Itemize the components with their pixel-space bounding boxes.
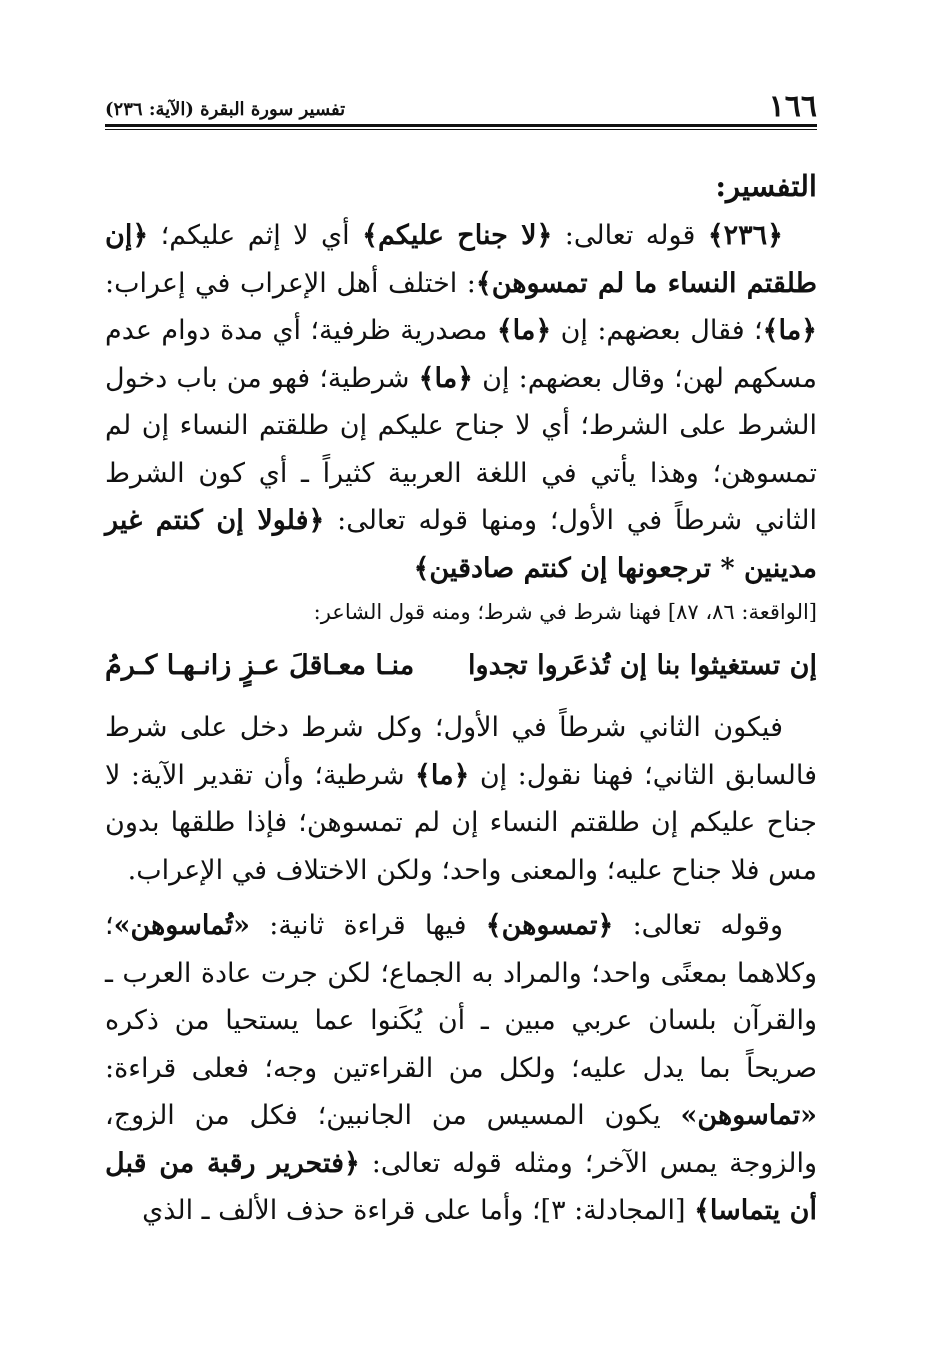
quran-quote: ﴿لا جناح عليكم﴾ (362, 220, 553, 251)
text-run: فيكون الثاني شرطاً في الأول؛ وكل شرط دخل على شرط فالسابق الثاني؛ فهنا نقول: إن (105, 712, 818, 791)
text-run: وقوله تعالى: (613, 910, 783, 941)
quran-quote: ﴿تمسوهن﴾ (485, 910, 614, 941)
header-rule-thick (105, 124, 817, 127)
page-number: ١٦٦ (768, 89, 817, 124)
quran-quote: ﴿ما﴾ (418, 362, 474, 394)
verse-first-hemistich: إن تستغيثوا بنا إن تُذعَروا تجدوا (468, 650, 817, 681)
verse-second-hemistich: منـا معـاقلَ عـزٍ زانـهـا كـرمُ (105, 650, 415, 681)
quran-quote: ﴿إن طلقتم النساء ما لم تمسوهن﴾ (105, 220, 818, 299)
page-header (105, 82, 817, 122)
text-run: مصدرية ظرفية؛ أي مدة دوام عدم مسكهم لهن؛ وقال بعضهم: إن (105, 315, 817, 394)
text-run: قوله تعالى: (552, 220, 708, 251)
header-rule-thin (105, 129, 817, 130)
quran-quote: ﴿فتحرير رقبة من قبل أن يتماسا﴾ (105, 1147, 817, 1226)
text-run: شرطية؛ وأن تقدير الآية: لا جناح عليكم إن طلقتم النساء إن لم تمسوهن؛ فإذا طلقها بدون مس فلا جناح عليه؛ والمعنى واحد؛ ولكن الاختلاف في الإعراب. (105, 759, 817, 886)
running-head: تفسير سورة البقرة (الآية: ٢٣٦) (105, 99, 346, 120)
quran-quote: ﴿ما﴾ (496, 315, 552, 346)
paragraph-3 (105, 902, 817, 1235)
page-body (105, 160, 817, 1235)
text-run: أي لا إثم عليكم؛ (148, 220, 363, 251)
poetry-verse (105, 638, 817, 694)
paragraph-2 (105, 704, 817, 894)
citation: [الواقعة: ٨٦، ٨٧] فهنا شرط في شرط؛ ومنه قول الشاعر: (313, 600, 817, 624)
text-run: ؛ وكلاهما بمعنًى واحد؛ والمراد به الجماع؛ لكن جرت عادة العرب ـ والقرآن بلسان عربي مبين ـ أن يُكَنوا عما يستحيا من ذكره صريحاً بما يدل عليه؛ ولكل من القراءتين وجه؛ فعلى قراءة: (105, 910, 817, 1084)
quran-quote: ﴿ما﴾ (415, 759, 470, 791)
quran-quote: ﴿ما﴾ (762, 315, 817, 346)
text-run: شرطية؛ فهو من باب دخول الشرط على الشرط؛ أي لا جناح عليكم إن طلقتم النساء إن لم تمسوهن؛ وهذا يأتي في اللغة العربية كثيراً ـ أي كون الشرط الثاني شرطاً في الأول؛ ومنها قوله تعالى: (105, 362, 817, 536)
paragraph-1 (105, 212, 817, 592)
section-heading: التفسير: (715, 169, 817, 203)
verse-number: ﴿٢٣٦﴾ (707, 220, 783, 251)
text-run: [المجادلة: ٣]؛ وأما على قراءة حذف الألف ـ الذي (142, 1195, 695, 1226)
text-run: يكون المسيس من الجانبين؛ فكل من الزوج، والزوجة يمس الآخر؛ ومثله قوله تعالى: (105, 1100, 817, 1179)
paragraph-gap (105, 894, 817, 902)
reading-quote: «تُماسوهن» (113, 910, 251, 941)
text-run: : اختلف أهل الإعراب في إعراب: (105, 267, 476, 299)
text-run: فيها قراءة ثانية: (250, 910, 486, 941)
text-run: ؛ فقال بعضهم: إن (551, 315, 763, 346)
reading-quote: «تماسوهن» (680, 1100, 817, 1131)
quran-quote: ﴿فلولا إن كنتم غير مدينين * ترجعونها إن كنتم صادقين﴾ (105, 505, 817, 584)
